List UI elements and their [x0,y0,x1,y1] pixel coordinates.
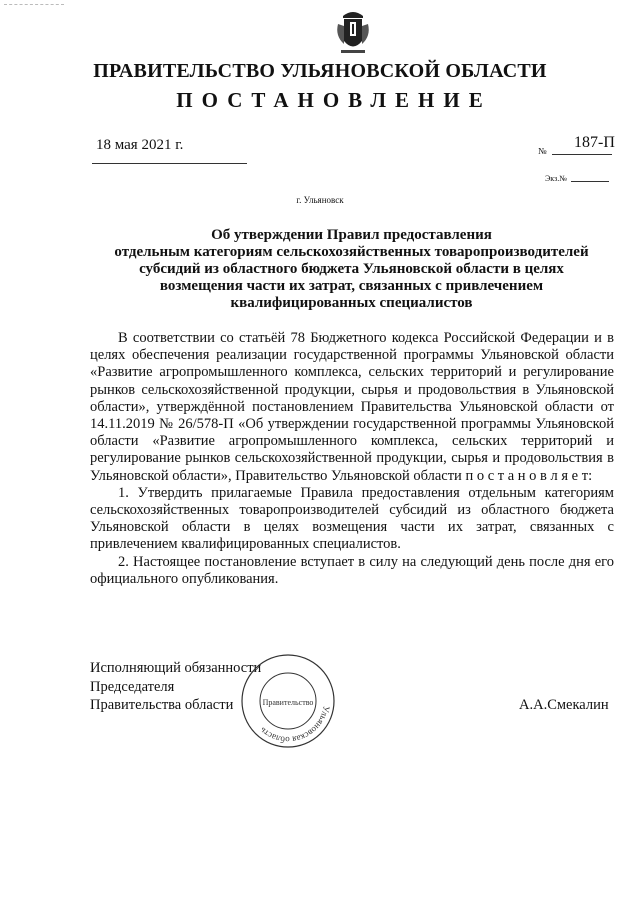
number-underline [552,154,612,155]
document-subject [90,227,613,312]
subject-line: субсидий из областного бюджета Ульяновской области в целях [139,261,564,277]
subject-line: квалифицированных специалистов [230,295,473,311]
date-underline [92,163,247,164]
number-prefix: № [538,146,547,156]
preamble-paragraph [90,330,614,485]
resolves-word: п о с т а н о в л я е т: [465,467,593,484]
stamp-ring-text: Ульяновская область [257,705,332,746]
copy-number-underline [571,181,609,182]
coat-of-arms-emblem [335,6,371,56]
subject-line: Об утверждении Правил предоставления [211,227,492,243]
subject-line: отдельным категориям сельскохозяйственных товаропроизводителей [114,244,589,260]
government-title: ПРАВИТЕЛЬСТВО УЛЬЯНОВСКОЙ ОБЛАСТИ [93,60,547,82]
official-seal-stamp [240,653,336,749]
position-line: Исполняющий обязанности [90,660,262,676]
signatory-position [90,659,261,715]
document-type-title: ПОСТАНОВЛЕНИЕ [176,88,492,112]
copy-number-label: Экз.№ [545,174,567,183]
item-2-paragraph: 2. Настоящее постановление вступает в силу на следующий день после дня его официального опубликования. [90,553,614,587]
scan-corner-mark [4,4,64,5]
document-date: 18 мая 2021 г. [96,137,184,153]
document-number: 187-П [574,134,615,151]
subject-line: возмещения части их затрат, связанных с привлечением [159,278,544,294]
position-line: Председателя [90,678,175,695]
stamp-center-text: Правительство [262,698,314,707]
city-label: г. Ульяновск [296,195,344,205]
position-line: Правительства области [90,697,234,713]
document-body [90,330,614,588]
item-1-paragraph: 1. Утвердить прилагаемые Правила предоставления отдельным категориям сельскохозяйственных товаропроизводителей субсидий из областного бюджета Ульяновской области в целях возмещения части их затрат, связанных с привлечением квалифицированных специалистов. [90,484,614,553]
preamble-text: В соответствии со статьёй 78 Бюджетного кодекса Российской Федерации и в целях обеспечения реализации государственной программы Ульяновской области «Развитие агропромышленного комплекса, сельских территорий и регулирование рынков сельскохозяйственной продукции, сырья и продовольствия в Ульяновской области», утверждённой постановлением Правительства Ульяновской области от 14.11.2019 № 26/578-П «Об утверждении государственной программы Ульяновской области «Развитие агропромышленного комплекса, сельских территорий и регулирование рынков сельскохозяйственной продукции, сырья и продовольствия в Ульяновской области», Правительство Ульяновской области [90,330,614,484]
signatory-name: А.А.Смекалин [519,697,609,713]
